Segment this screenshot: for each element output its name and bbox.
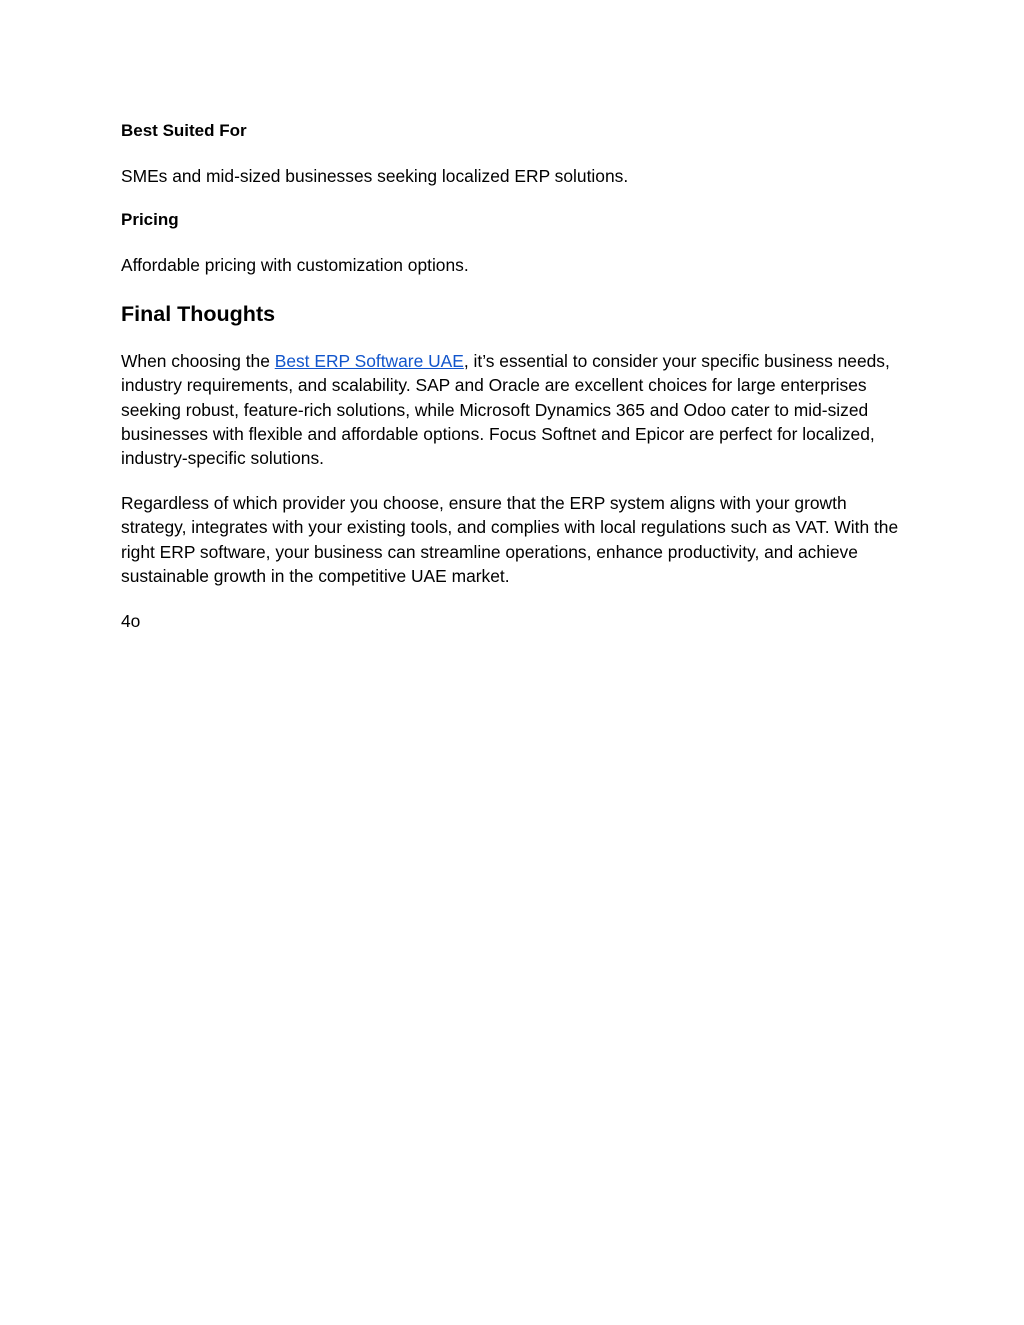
pricing-heading: Pricing: [121, 210, 179, 229]
best-erp-software-uae-link[interactable]: Best ERP Software UAE: [274, 351, 464, 371]
final-thoughts-heading: Final Thoughts: [121, 302, 276, 326]
trailing-note: 4o: [121, 611, 141, 631]
final-thoughts-paragraph-1: [121, 349, 911, 470]
best-suited-text: SMEs and mid-sized businesses seeking localized ERP solutions.: [121, 166, 629, 186]
final-thoughts-paragraph-2: Regardless of which provider you choose, ensure that the ERP system aligns with your growth strategy, integrates with your existing tools, and complies with local regulations such as VAT. With the right ERP software, your business can streamline operations, enhance productivity, and achieve sustainable growth in the competitive UAE market.: [121, 493, 899, 586]
best-suited-heading: Best Suited For: [121, 121, 247, 140]
paragraph-text-after-link: , it’s essential to consider your specific business needs, industry requirements, and scalability. SAP and Oracle are excellent choices for large enterprises seeking robust, feature-rich solutions, while Microsoft Dynamics 365 and Odoo cater to mid-sized businesses with flexible and affordable options. Focus Softnet and Epicor are perfect for localized, industry-specific solutions.: [121, 351, 890, 469]
paragraph-text-before-link: When choosing the: [121, 351, 275, 371]
pricing-text: Affordable pricing with customization options.: [121, 255, 469, 275]
